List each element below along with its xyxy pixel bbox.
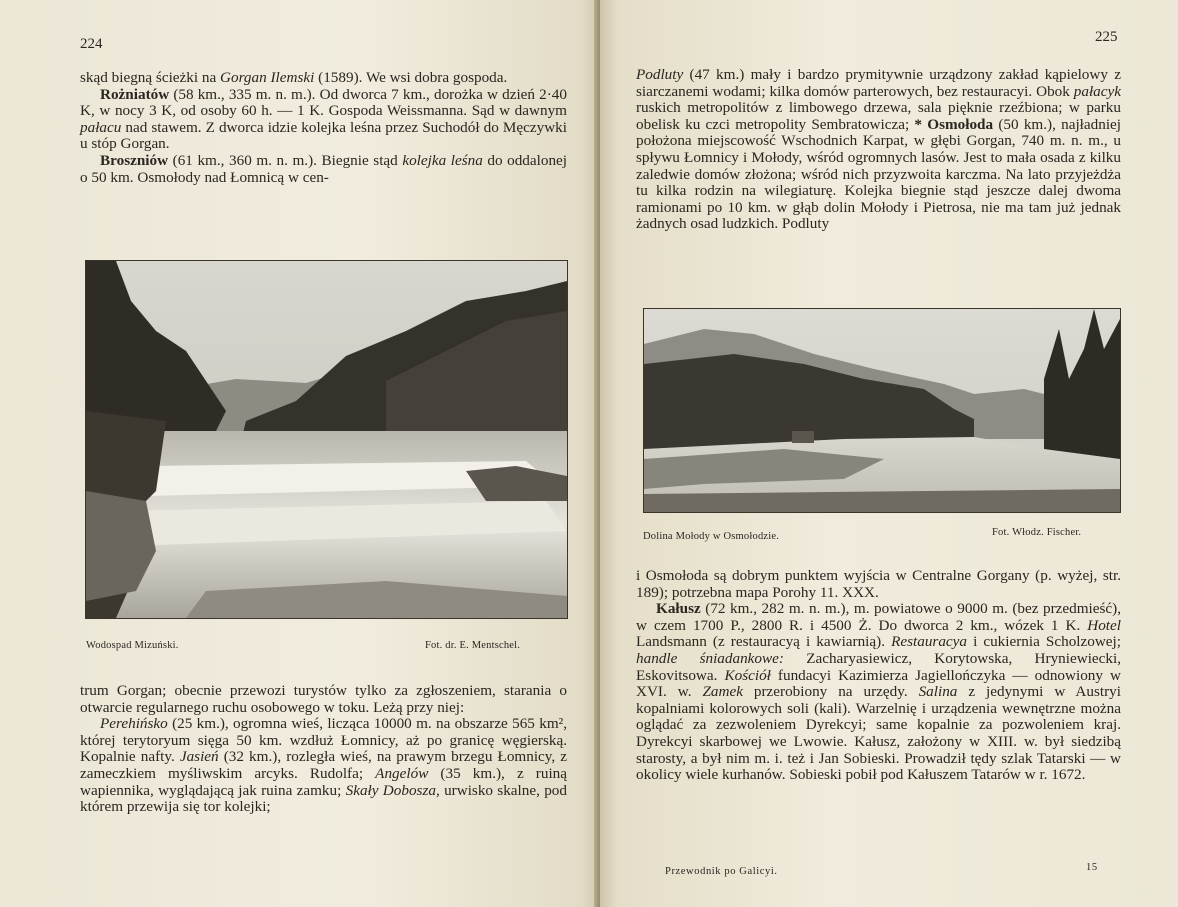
photo-caption: Wodospad Mizuński.	[86, 640, 179, 651]
paragraph	[80, 153, 567, 186]
signature-mark: 15	[1086, 862, 1098, 873]
italic-run: Jasień	[179, 748, 219, 766]
text-run: i Osmołoda są dobrym punktem wyjścia w Centralne Gorgany (p. wyżej, str. 189); potrzebna mapa Porohy 11. XXX.	[636, 567, 1121, 601]
text-run: skąd biegną ścieżki na	[80, 69, 221, 86]
waterfall-image	[86, 261, 567, 618]
text-run: i cukiernia Scholzowej;	[967, 633, 1121, 651]
text-run: (35 km.), z ruiną wapiennika, wyglądającą jak ruina zamku;	[80, 764, 568, 799]
photo-caption: Dolina Mołody w Osmołodzie.	[643, 531, 780, 542]
italic-run: handle śniadankowe:	[636, 649, 784, 667]
left-bottom-text	[80, 683, 567, 816]
text-run: (72 km., 282 m. n. m.), m. powiatowe o 9000 m. (bez przedmieść), w czem 1700 P., 2800 R. i 4500 Ż. Do dworca 2 km., wózek 1 K.	[636, 600, 1121, 634]
italic-run: Perehińsko	[100, 715, 168, 733]
bold-run: Broszniów	[100, 151, 169, 169]
italic-run: Restauracya	[891, 633, 967, 651]
italic-run: Angelów	[375, 764, 429, 782]
right-top-text	[636, 67, 1121, 233]
text-run: (61 km., 360 m. n. m.). Biegnie stąd	[168, 151, 403, 169]
page-number: 225	[1095, 29, 1118, 45]
italic-run: Gorgan Ilemski	[220, 69, 315, 86]
photo-waterfall	[85, 260, 568, 619]
paragraph	[80, 87, 567, 153]
italic-run: Zamek	[702, 683, 743, 701]
italic-run: Salina	[918, 683, 958, 701]
valley-image	[644, 309, 1120, 512]
footer-title: Przewodnik po Galicyi.	[665, 866, 778, 877]
italic-run: Kościół	[724, 666, 771, 684]
right-page	[600, 0, 1178, 907]
text-run: do oddalonej o 50 km. Osmołody nad Łomnicą w cen-	[80, 151, 567, 186]
text-run: , urwisko skalne, pod którem przewija się tor kolejki;	[80, 781, 567, 816]
bold-run: Rożniatów	[100, 85, 170, 103]
text-run: z jedynymi w Austryi kopalniami kolorowych soli (kali). Warzelnię i urządzenia wewnętrzne można oglądać za zezwoleniem Dyrekcyi; same kopalnie za pozwoleniem kraj. Dyrekcyi skarbowej we Lwowie. Kałusz, założony w XIII. w. był siedzibą starosty, a był nim m. i. też i Jan Sobieski. Prowadził tędy szlak Tatarski — w okolicy wiele kurhanów. Sobieski pobił pod Kałuszem Tatarów w r. 1672.	[636, 683, 1121, 784]
text-run: nad stawem. Z dworca idzie kolejka leśna przez Suchodół do Męczywki u stóp Gorgan.	[80, 118, 567, 153]
paragraph	[636, 601, 1121, 784]
right-bottom-text	[636, 568, 1121, 784]
photo-credit: Fot. dr. E. Mentschel.	[425, 640, 521, 651]
text-run: (1589). We wsi dobra gospoda.	[314, 69, 508, 86]
text-run: ruskich metropolitów z limbowego drzewa, sala pięknie rzeźbiona; w parku obelisk ku czci metropolity Sembratowicza;	[636, 99, 1121, 133]
left-top-text	[80, 70, 567, 186]
italic-run: pałacu	[80, 118, 122, 136]
paragraph	[80, 683, 567, 716]
photo-valley	[643, 308, 1121, 513]
text-run: trum Gorgan; obecnie przewozi turystów tylko za zgłoszeniem, starania o otwarcie regularnego ruchu osobowego w toku. Leżą przy niej:	[80, 682, 567, 716]
italic-run: Hotel	[1087, 616, 1121, 634]
italic-run: Podluty	[636, 66, 684, 83]
italic-run: kolejka leśna	[402, 151, 483, 169]
text-run: Landsmann (z restauracyą i kawiarnią).	[636, 633, 892, 651]
text-run: (58 km., 335 m. n. m.). Od dworca 7 km., dorożka w dzień 2·40 K, w nocy 3 K, od osoby 60 h. — 1 K. Gospoda Weissmanna. Sąd w dawnym	[80, 85, 567, 120]
italic-run: Skały Dobosza	[345, 781, 436, 799]
paragraph	[636, 568, 1121, 601]
paragraph	[80, 716, 567, 816]
paragraph	[80, 70, 567, 87]
text-run: Zacharyasiewicz, Korytowska, Hryniewiecki, Eskovitsowa.	[636, 649, 1122, 684]
text-run: fundacyi Kazimierza Jagiellończyka — odnowiony w XVI. w.	[636, 666, 1122, 701]
text-run: (50 km.), najładniej położona miejscowość Wschodnich Karpat, w głębi Gorgan, 740 m. n. m., u spływu Łomnicy i Mołody, wśród ogromnych lasów. Jest to mała osada z kilku zaledwie domów złożona; wśród nich przyzwoita karczma. Na lato przyjeżdża tu kilka rodzin na wilegiaturę. Kolejka biegnie stąd jeszcze dalej dwoma ramionami po 10 km. w głąb dolin Mołody i Pietrosa, nie ma tam już jednak żadnych osad ludzkich. Podluty	[636, 115, 1122, 233]
photo-credit: Fot. Włodz. Fischer.	[992, 527, 1082, 538]
italic-run: pałacyk	[1073, 82, 1121, 100]
text-run: (32 km.), rozległa wieś, na prawym brzegu Łomnicy, z zameczkiem myśliwskim arcyks. Rudolfa;	[80, 748, 567, 782]
paragraph	[636, 67, 1121, 233]
bold-run: * Osmołoda	[914, 115, 994, 133]
text-run: przerobiony na urzędy.	[742, 683, 919, 701]
page-number: 224	[80, 36, 103, 52]
bold-run: Kałusz	[656, 600, 701, 618]
text-run: (25 km.), ogromna wieś, licząca 10000 m. na obszarze 565 km², której terytoryum sięga 50 km. wzdłuż Łomnicy, aż po granicę węgierską. Kopalnie nafty.	[80, 715, 567, 766]
text-run: (47 km.) mały i bardzo prymitywnie urządzony zakład kąpielowy z siarczanemi wodami; kilka domów parterowych, bez restauracyi. Obok	[636, 66, 1121, 100]
